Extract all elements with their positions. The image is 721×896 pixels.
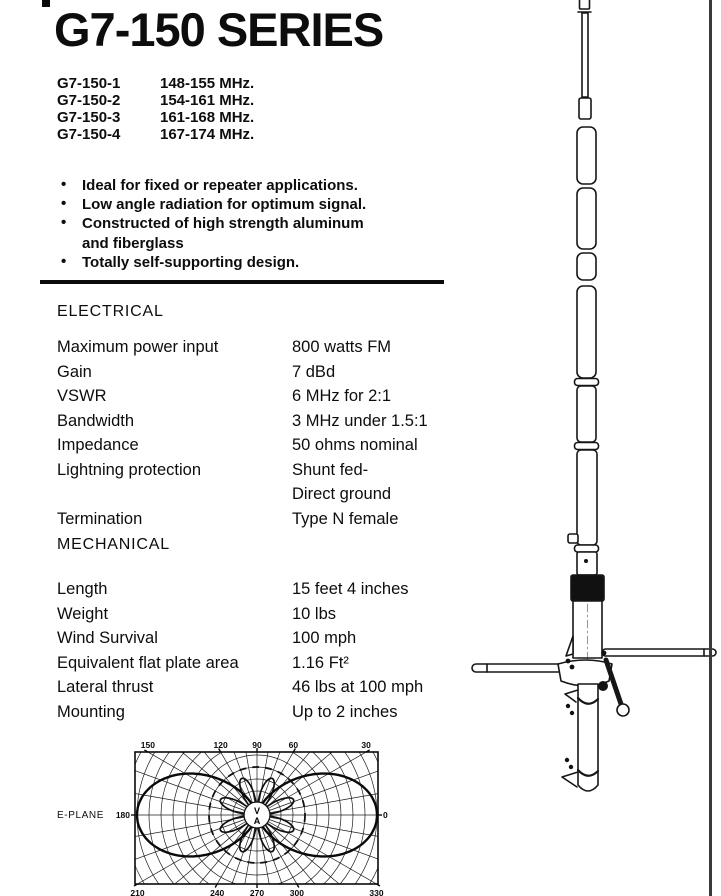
electrical-section-heading: ELECTRICAL: [57, 303, 164, 320]
svg-text:270: 270: [249, 888, 265, 896]
svg-text:90: 90: [252, 740, 262, 750]
model-row: [57, 109, 254, 126]
spec-row: [57, 510, 428, 535]
svg-text:300: 300: [289, 888, 304, 896]
feature-text: Ideal for fixed or repeater applications.: [82, 177, 358, 194]
spec-value: 3 MHz under 1.5:1: [292, 411, 428, 430]
model-row: [57, 75, 254, 92]
spec-label: Impedance: [57, 436, 139, 454]
spec-label: Maximum power input: [57, 338, 219, 356]
spec-value: Type N female: [292, 509, 399, 528]
feature-text: Low angle radiation for optimum signal.: [82, 196, 367, 214]
radial-right: [602, 649, 716, 656]
feature-text: Totally self-supporting design.: [82, 253, 300, 271]
spec-label: Lateral thrust: [57, 678, 154, 696]
bullet-icon: •: [61, 252, 67, 270]
mechanical-spec-table: [57, 580, 423, 727]
bullet-icon: •: [61, 195, 67, 213]
mechanical-section-heading: MECHANICAL: [57, 536, 170, 553]
spec-value: 1.16 Ft²: [292, 653, 349, 672]
spec-value: 7 dBd: [292, 362, 336, 381]
model-row: [57, 92, 254, 109]
svg-text:0: 0: [383, 810, 388, 820]
model-frequency-range: 161-168 MHz.: [160, 109, 255, 126]
antenna-illustration: [455, 0, 721, 896]
spec-label: Lightning protection: [57, 460, 202, 479]
spec-label: Bandwidth: [57, 411, 135, 430]
antenna-tip: [580, 0, 590, 9]
feature-item: [59, 195, 391, 214]
feature-item: [59, 214, 391, 252]
feature-item: [59, 176, 391, 195]
spec-value: Direct ground: [292, 485, 392, 503]
spec-value: 6 MHz for 2:1: [292, 387, 392, 405]
model-name: G7-150-1: [57, 75, 121, 92]
spec-row: [57, 485, 428, 510]
electrical-spec-table: [57, 338, 428, 534]
model-frequency-range: 154-161 MHz.: [160, 92, 255, 109]
svg-text:60: 60: [288, 740, 299, 750]
section-divider-rule: [40, 280, 444, 284]
model-frequency-table: [57, 75, 254, 143]
spec-label: Weight: [57, 604, 109, 623]
svg-text:V: V: [253, 806, 261, 816]
mast-collar: [571, 575, 604, 601]
spec-row: [57, 338, 428, 363]
model-row: [57, 126, 254, 143]
page-border-line: [709, 0, 712, 896]
svg-text:240: 240: [210, 888, 225, 896]
feature-list: [59, 176, 391, 272]
svg-text:210: 210: [130, 888, 145, 896]
spec-label: Gain: [57, 362, 92, 381]
model-name: G7-150-3: [57, 109, 121, 126]
spec-value: 15 feet 4 inches: [292, 580, 409, 598]
svg-text:180: 180: [115, 810, 130, 820]
model-name: G7-150-4: [57, 126, 121, 143]
spec-row: [57, 412, 428, 437]
svg-text:330: 330: [369, 888, 384, 896]
page-title: G7-150 SERIES: [54, 3, 384, 56]
polar-pattern-chart: [100, 740, 420, 896]
svg-text:120: 120: [213, 740, 228, 750]
svg-text:150: 150: [140, 740, 155, 750]
spec-value: 100 mph: [292, 629, 357, 647]
spec-row: [57, 387, 428, 412]
spec-row: [57, 703, 423, 728]
spec-label: Wind Survival: [57, 629, 158, 647]
spec-value: Up to 2 inches: [292, 702, 398, 721]
svg-text:A: A: [253, 816, 261, 826]
spec-label: Mounting: [57, 702, 125, 721]
spec-row: [57, 678, 423, 703]
scan-artifact-mark: [42, 0, 50, 7]
svg-text:30: 30: [361, 740, 371, 750]
model-name: G7-150-2: [57, 92, 121, 109]
feature-text: Constructed of high strength aluminum and fiberglass: [82, 215, 364, 252]
spec-row: [57, 461, 428, 486]
model-frequency-range: 148-155 MHz.: [160, 75, 255, 92]
spec-value: 10 lbs: [292, 604, 337, 623]
e-plane-label: E-PLANE: [57, 810, 104, 821]
spec-label: VSWR: [57, 387, 107, 405]
bullet-icon: •: [61, 176, 67, 193]
spec-label: Termination: [57, 509, 143, 528]
feature-item: [59, 253, 391, 272]
spec-label: Length: [57, 580, 108, 598]
spec-row: [57, 580, 423, 605]
spec-row: [57, 605, 423, 630]
spec-row: [57, 654, 423, 679]
spec-value: 50 ohms nominal: [292, 436, 418, 454]
spec-value: 800 watts FM: [292, 338, 392, 356]
model-frequency-range: 167-174 MHz.: [160, 126, 255, 143]
spec-row: [57, 363, 428, 388]
spec-row: [57, 436, 428, 461]
spec-value: Shunt fed-: [292, 460, 369, 479]
bullet-icon: •: [61, 214, 67, 232]
clamp-screw: [568, 534, 578, 543]
spec-label: Equivalent flat plate area: [57, 653, 239, 672]
spec-value: 46 lbs at 100 mph: [292, 678, 424, 696]
spec-row: [57, 629, 423, 654]
